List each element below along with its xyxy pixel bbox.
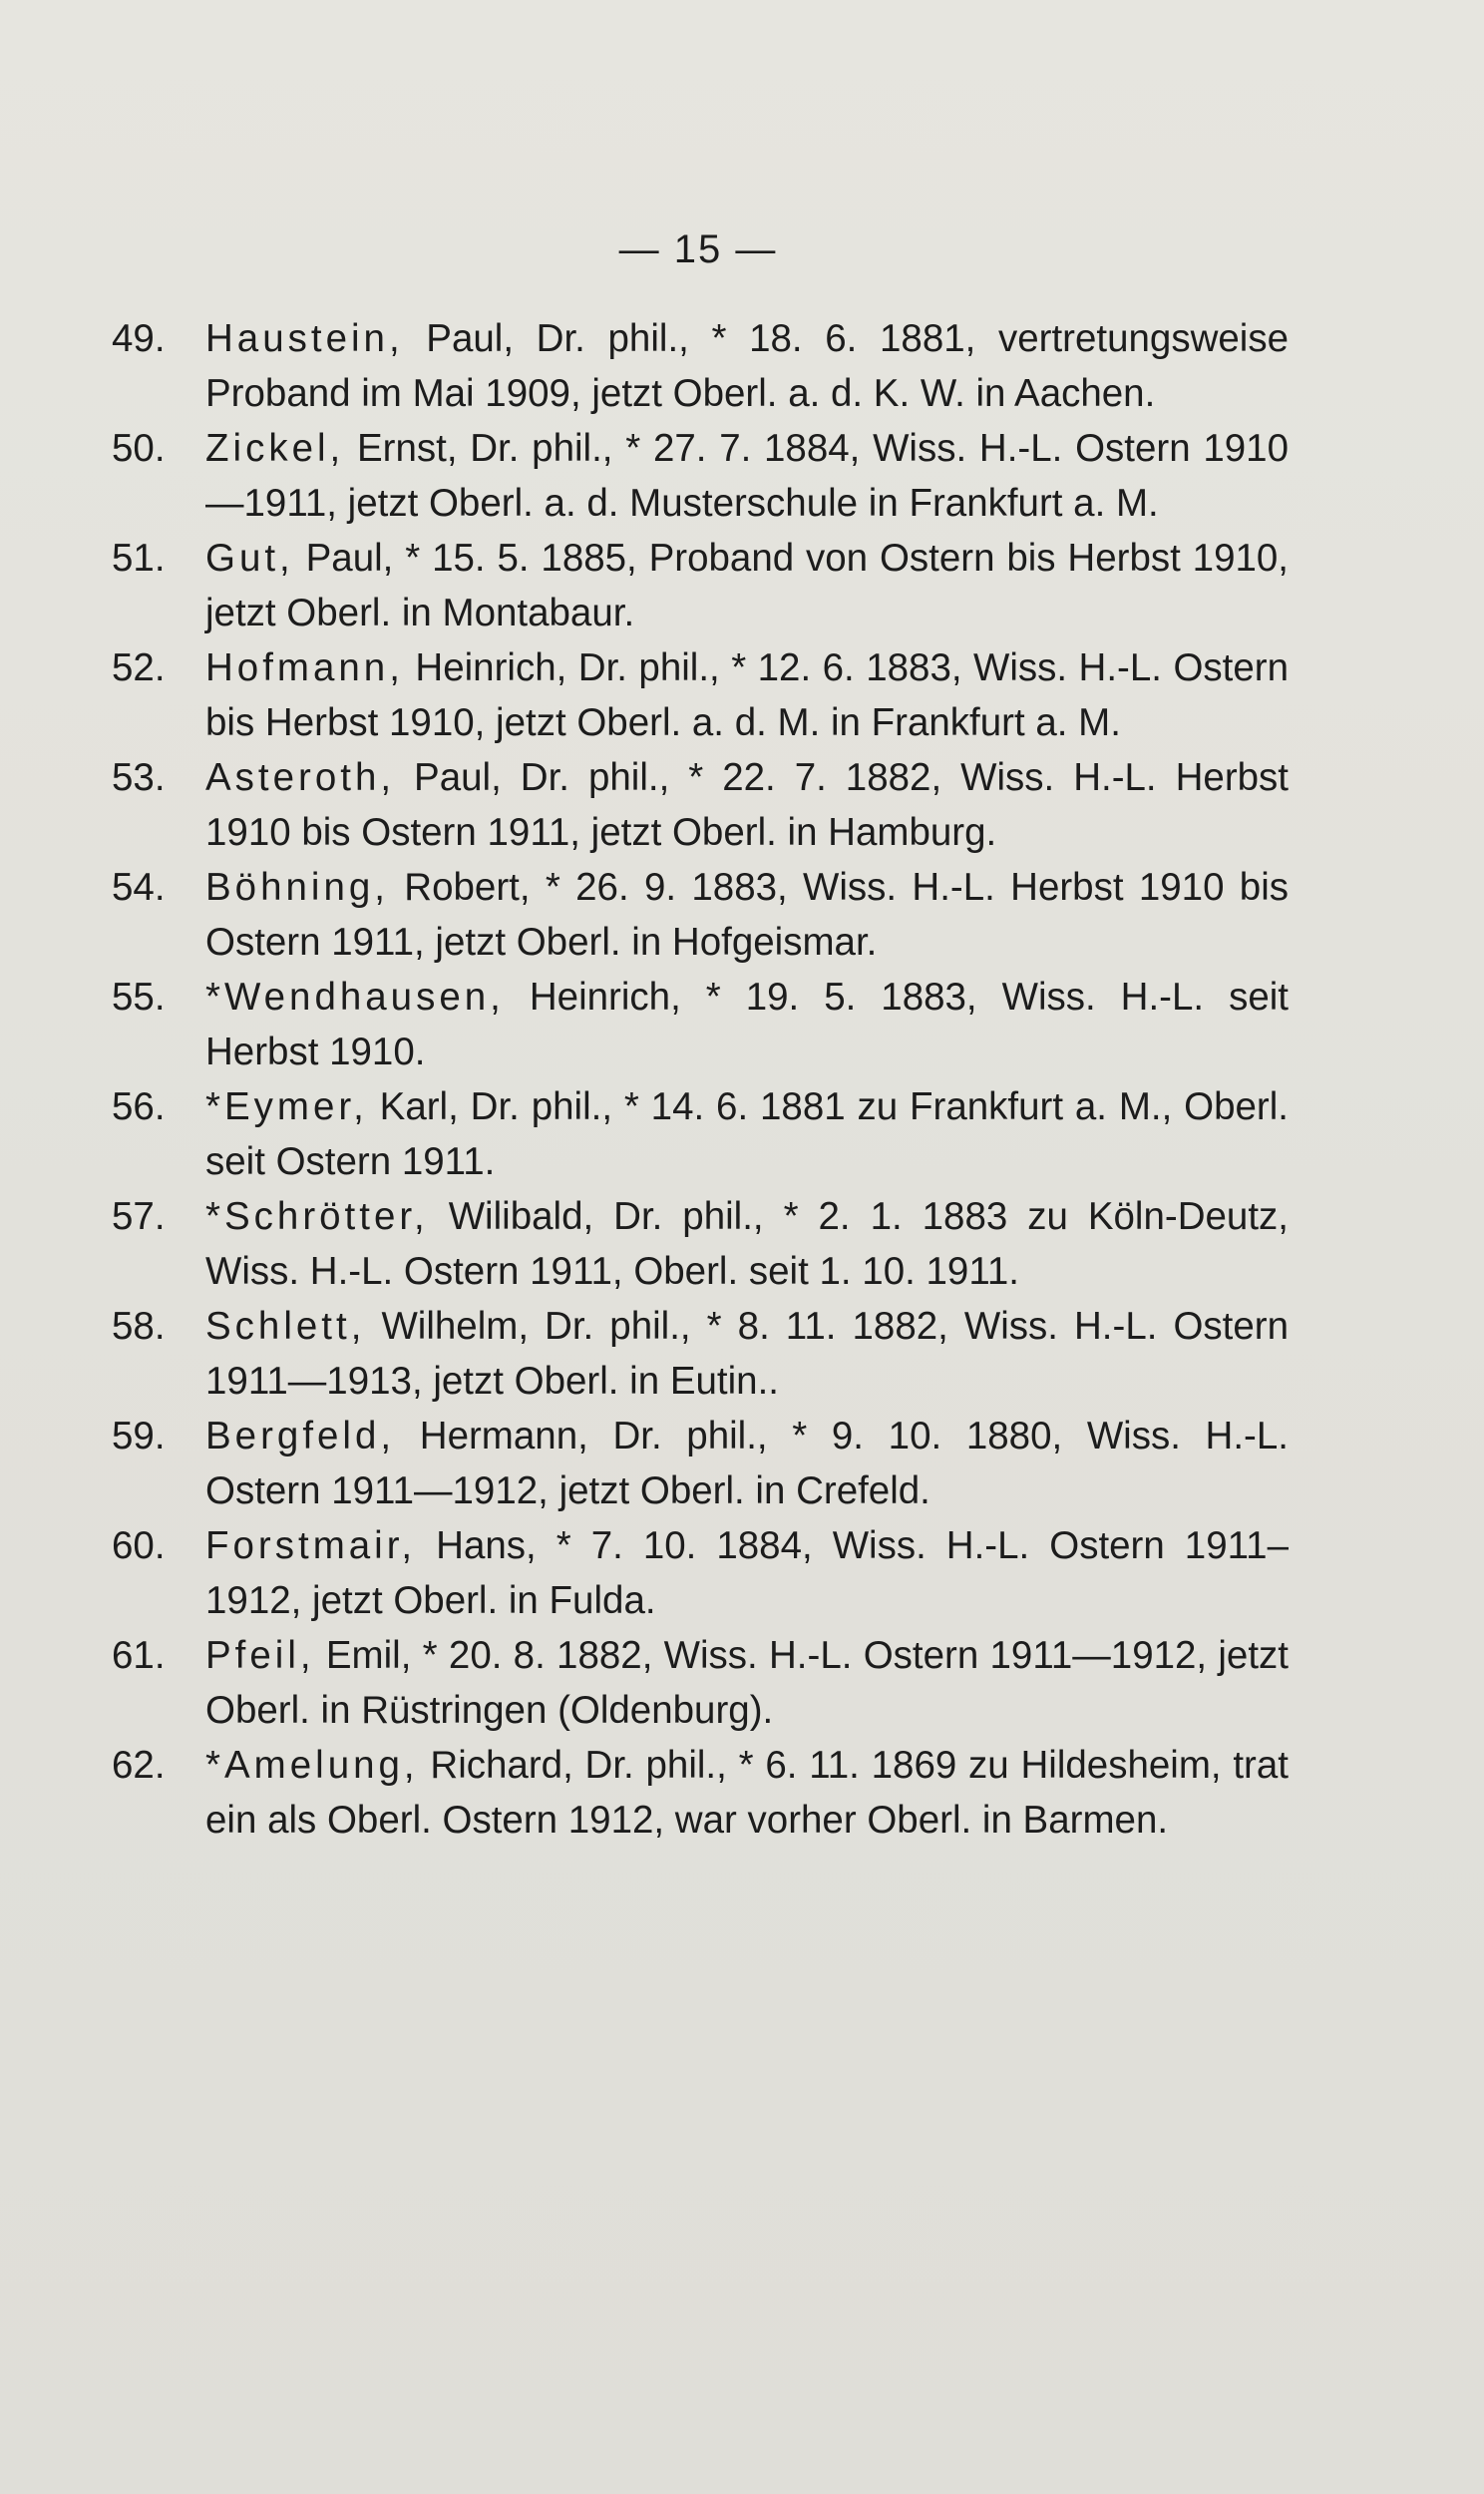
entry-text (205, 1079, 1289, 1189)
list-item (112, 1628, 1289, 1738)
entry-text (205, 860, 1289, 970)
list-item (112, 1299, 1289, 1409)
entry-text (205, 750, 1289, 860)
entry-name: *Schrötter, (205, 1195, 429, 1238)
entry-name: *Eymer, (205, 1085, 368, 1128)
entry-number: 53. (112, 756, 166, 799)
entry-name: Schlett, (205, 1305, 366, 1348)
entry-details: Hans, * 7. 10. 1884, Wiss. H.-L. Ostern 1911– 1912, jetzt Oberl. in Fulda. (205, 1524, 1289, 1622)
list-item (112, 1518, 1289, 1628)
entry-name: Asteroth, (205, 756, 396, 799)
entry-name: Bergfeld, (205, 1415, 396, 1457)
list-item (112, 1738, 1289, 1848)
list-item (112, 1079, 1289, 1189)
entry-name: *Wendhausen, (205, 976, 505, 1019)
entry-text (205, 531, 1289, 640)
entry-details: Hermann, Dr. phil., * 9. 10. 1880, Wiss. H.-L. Ostern 1911—1912, jetzt Oberl. in Crefeld. (205, 1415, 1289, 1512)
entry-number: 61. (112, 1634, 166, 1677)
entry-text (205, 1628, 1289, 1738)
entry-details: Emil, * 20. 8. 1882, Wiss. H.-L. Ostern 1911—1912, jetzt Oberl. in Rüstringen (Oldenburg). (205, 1634, 1289, 1732)
list-item (112, 421, 1289, 531)
entry-number: 54. (112, 866, 166, 909)
entry-details: Richard, Dr. phil., * 6. 11. 1869 zu Hildesheim, trat ein als Oberl. Ostern 1912, war vorher Oberl. in Barmen. (205, 1744, 1289, 1842)
entry-details: Paul, Dr. phil., * 18. 6. 1881, vertretungsweise Proband im Mai 1909, jetzt Oberl. a. d. K. W. in Aachen. (205, 317, 1289, 415)
entry-text (205, 1518, 1289, 1628)
entry-text (205, 640, 1289, 750)
entry-details: Paul, Dr. phil., * 22. 7. 1882, Wiss. H.-L. Herbst 1910 bis Ostern 1911, jetzt Oberl. in Hamburg. (205, 756, 1289, 854)
entry-number: 51. (112, 537, 166, 580)
entry-details: Wilhelm, Dr. phil., * 8. 11. 1882, Wiss. H.-L. Ostern 1911—1913, jetzt Oberl. in Eutin.. (205, 1305, 1289, 1403)
entry-number: 57. (112, 1195, 166, 1238)
entry-details: Karl, Dr. phil., * 14. 6. 1881 zu Frankfurt a. M., Oberl. seit Ostern 1911. (205, 1085, 1289, 1183)
entry-number: 52. (112, 646, 166, 689)
entry-text (205, 1738, 1289, 1848)
entry-name: Pfeil, (205, 1634, 315, 1677)
entry-name: Böhning, (205, 866, 389, 909)
list-item (112, 860, 1289, 970)
entry-name: Hofmann, (205, 646, 404, 689)
entry-details: Heinrich, * 19. 5. 1883, Wiss. H.-L. seit Herbst 1910. (205, 976, 1289, 1073)
entry-text (205, 1409, 1289, 1518)
page-number: — 15 — (618, 227, 778, 271)
entry-details: Heinrich, Dr. phil., * 12. 6. 1883, Wiss. H.-L. Ostern bis Herbst 1910, jetzt Oberl. a. d. M. in Frankfurt a. M. (205, 646, 1289, 744)
entry-number: 49. (112, 317, 166, 360)
entry-name: Gut, (205, 537, 294, 580)
entry-name: *Amelung, (205, 1744, 419, 1787)
entry-text (205, 1299, 1289, 1409)
entry-number: 50. (112, 427, 166, 470)
entry-text (205, 1189, 1289, 1299)
entry-number: 58. (112, 1305, 166, 1348)
list-item (112, 1409, 1289, 1518)
entry-number: 55. (112, 976, 166, 1019)
entry-details: Wilibald, Dr. phil., * 2. 1. 1883 zu Köln-Deutz, Wiss. H.-L. Ostern 1911, Oberl. seit 1. 10. 1911. (205, 1195, 1289, 1293)
list-item (112, 1189, 1289, 1299)
list-item (112, 970, 1289, 1079)
entry-number: 60. (112, 1524, 166, 1567)
entry-number: 62. (112, 1744, 166, 1787)
entry-name: Zickel, (205, 427, 345, 470)
entry-name: Forstmair, (205, 1524, 417, 1567)
list-item (112, 311, 1289, 421)
entry-text (205, 421, 1289, 531)
entry-details: Robert, * 26. 9. 1883, Wiss. H.-L. Herbst 1910 bis Ostern 1911, jetzt Oberl. in Hofgeismar. (205, 866, 1289, 964)
entry-details: Ernst, Dr. phil., * 27. 7. 1884, Wiss. H.-L. Ostern 1910—1911, jetzt Oberl. a. d. Musterschule in Frankfurt a. M. (205, 427, 1289, 525)
list-item (112, 750, 1289, 860)
teacher-list (112, 311, 1289, 1848)
entry-number: 56. (112, 1085, 166, 1128)
entry-number: 59. (112, 1415, 166, 1457)
entry-text (205, 970, 1289, 1079)
list-item (112, 531, 1289, 640)
entry-name: Haustein, (205, 317, 404, 360)
entry-text (205, 311, 1289, 421)
entry-details: Paul, * 15. 5. 1885, Proband von Ostern bis Herbst 1910, jetzt Oberl. in Montabaur. (205, 537, 1289, 634)
list-item (112, 640, 1289, 750)
